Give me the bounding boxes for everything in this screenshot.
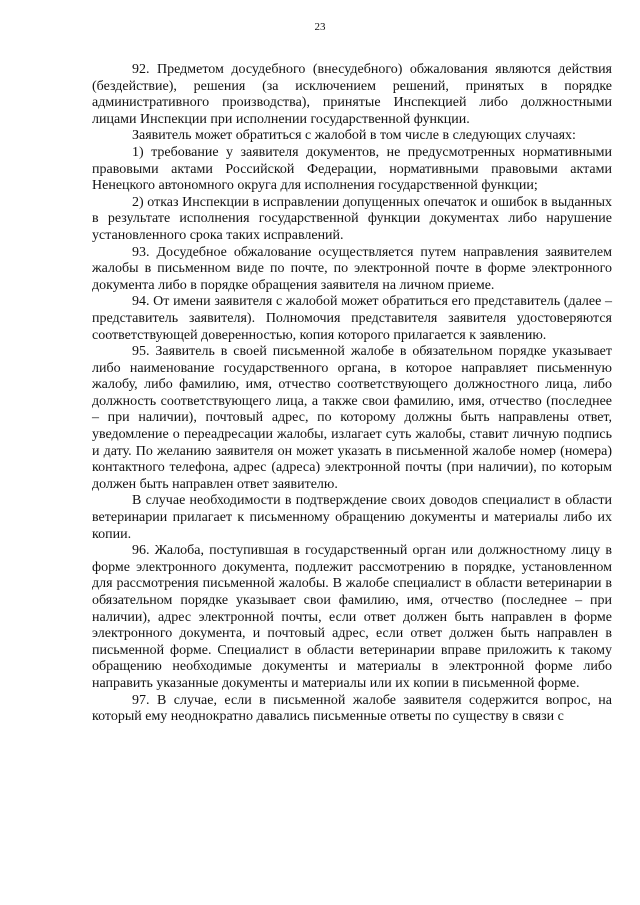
paragraph-93: 93. Досудебное обжалование осуществляется путем направления заявителем жалобы в письменном виде по почте, по электронной почте в форме электронного документа либо в порядке обращения заявителя на личном приеме. xyxy=(92,244,612,293)
document-body xyxy=(92,62,612,726)
paragraph-94: 94. От имени заявителя с жалобой может обратиться его представитель (далее – представитель заявителя). Полномочия представителя заявителя удостоверяются соответствующей доверенностью, копия которого прилагается к заявлению. xyxy=(92,294,612,343)
paragraph-95-attachments: В случае необходимости в подтверждение своих доводов специалист в области ветеринарии прилагает к письменному обращению документы и материалы либо их копии. xyxy=(92,493,612,542)
page-number: 23 xyxy=(314,21,326,33)
paragraph-case-1: 1) требование у заявителя документов, не предусмотренных нормативными правовыми актами Российской Федерации, нормативными правовыми актами Ненецкого автономного округа для исполнения государственной функции; xyxy=(92,144,612,194)
paragraph-complaint-cases: Заявитель может обратиться с жалобой в том числе в следующих случаях: xyxy=(132,128,576,144)
paragraph-92: 92. Предметом досудебного (внесудебного) обжалования являются действия (бездействие), решения (за исключением решений, принятых в порядке административного производства), принятые Инспекцией либо должностными лицами Инспекции при исполнении государственной функции. xyxy=(92,62,612,127)
paragraph-case-2: 2) отказ Инспекции в исправлении допущенных опечаток и ошибок в выданных в результате исполнения государственной функции документах либо нарушение установленного срока таких исправлений. xyxy=(92,194,612,243)
paragraph-96: 96. Жалоба, поступившая в государственный орган или должностному лицу в форме электронного документа, подлежит рассмотрению в порядке, установленном для рассмотрения письменной жалобы. В жалобе специалист в области ветеринарии в обязательном порядке указывает свои фамилию, имя, отчество (последнее – при наличии), адрес электронной почты, если ответ должен быть направлен в форме электронного документа, и почтовый адрес, если ответ должен быть направлен в письменной форме. Специалист в области ветеринарии вправе приложить к такому обращению необходимые документы и материалы в электронной форме либо направить указанные документы и материалы или их копии в письменной форме. xyxy=(92,543,612,691)
paragraph-97: 97. В случае, если в письменной жалобе заявителя содержится вопрос, на который ему неоднократно давались письменные ответы по существу в связи с xyxy=(92,692,612,725)
paragraph-95: 95. Заявитель в своей письменной жалобе в обязательном порядке указывает либо наименование государственного органа, в которое направляет письменную жалобу, либо фамилию, имя, отчество соответствующего должностного лица, либо должность соответствующего лица, а также свои фамилию, имя, отчество (последнее – при наличии), почтовый адрес, по которому должны быть направлены ответ, уведомление о переадресации жалобы, излагает суть жалобы, ставит личную подпись и дату. По желанию заявителя он может указать в письменной жалобе номер (номера) контактного телефона, адрес (адреса) электронной почты (при наличии), по которым должен быть направлен ответ заявителю. xyxy=(92,344,612,492)
